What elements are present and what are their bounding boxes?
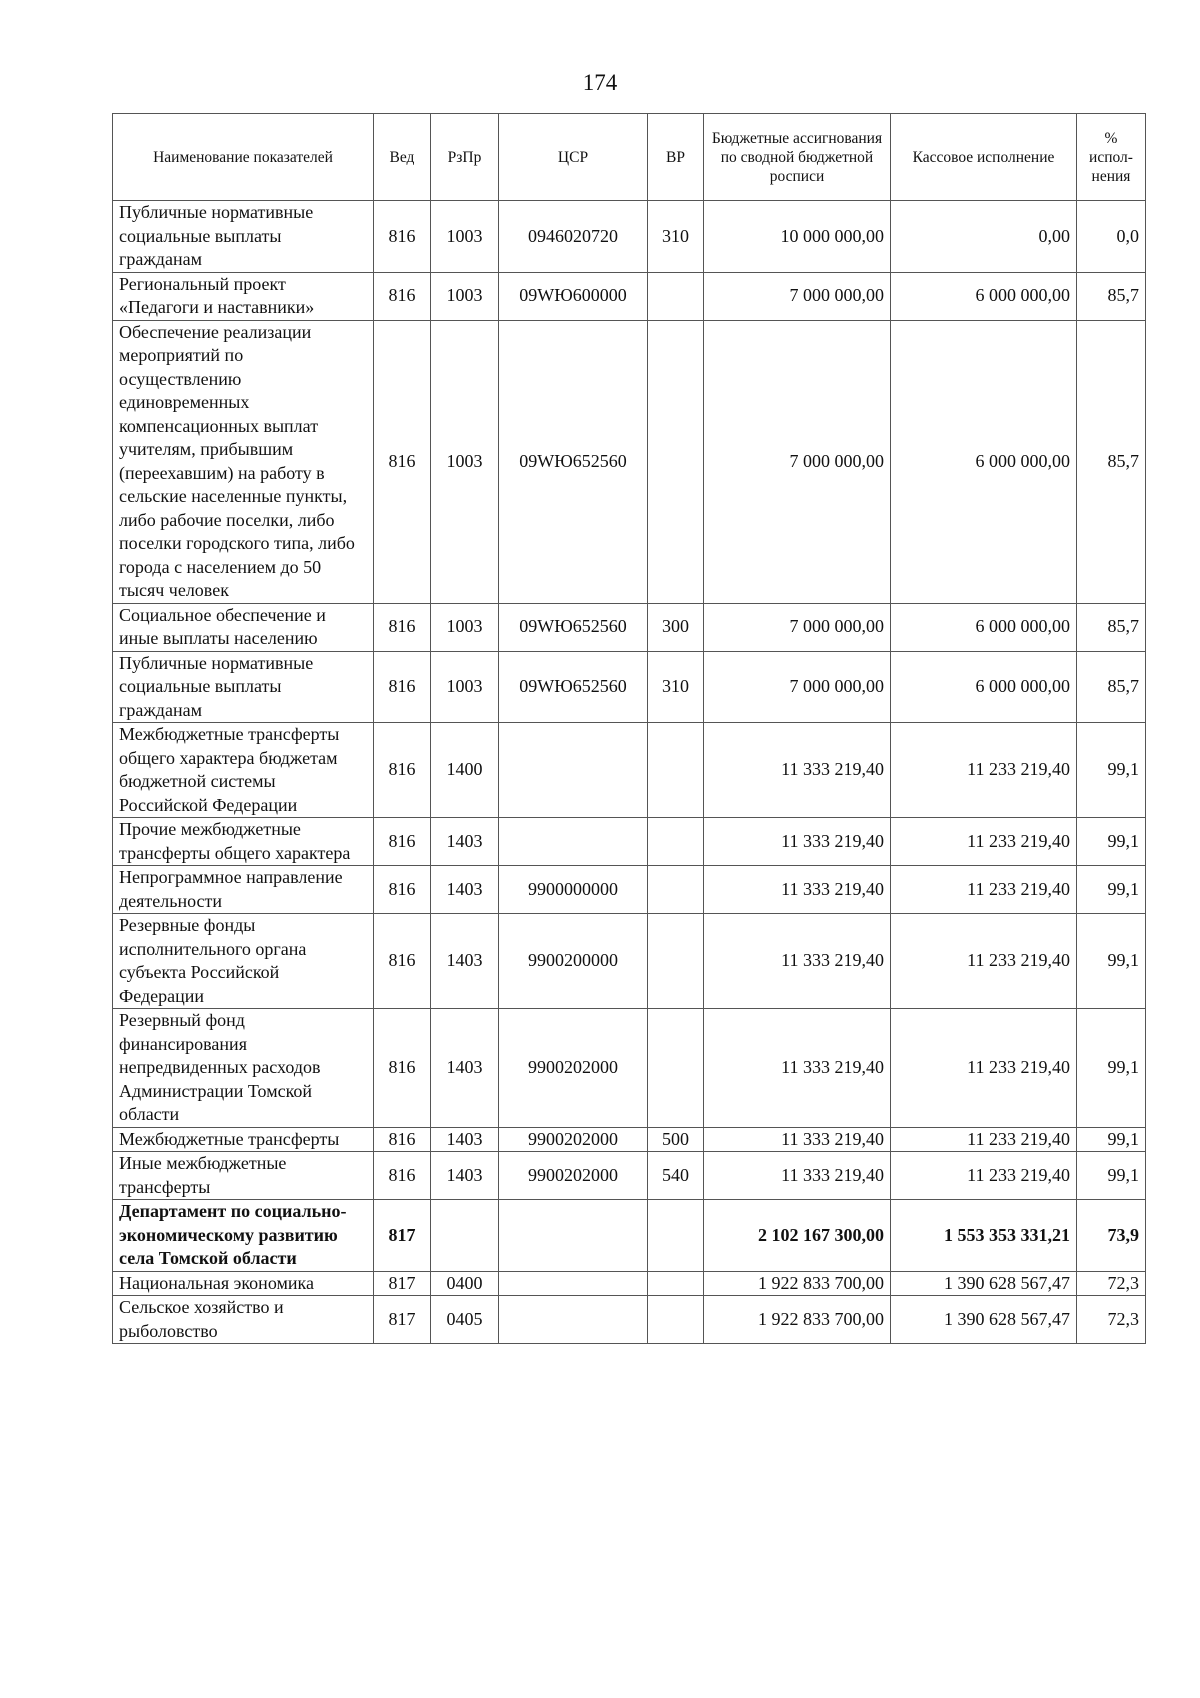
cell-ved: 816: [374, 866, 431, 914]
cell-ved: 817: [374, 1271, 431, 1296]
cell-vr: 310: [648, 651, 704, 723]
cell-ved: 817: [374, 1200, 431, 1272]
column-header-vr: ВР: [648, 114, 704, 201]
cell-budget: 7 000 000,00: [704, 603, 891, 651]
page-number: 174: [582, 70, 618, 95]
cell-name: Публичные нормативные социальные выплаты гражданам: [113, 201, 374, 273]
cell-budget: 2 102 167 300,00: [704, 1200, 891, 1272]
cell-budget: 7 000 000,00: [704, 651, 891, 723]
cell-vr: [648, 723, 704, 818]
cell-vr: 500: [648, 1127, 704, 1152]
cell-budget: 1 922 833 700,00: [704, 1296, 891, 1344]
cell-vr: [648, 320, 704, 603]
cell-csr: 9900202000: [499, 1009, 648, 1128]
cell-rzpr: 1403: [431, 866, 499, 914]
column-header-percent: % испол-нения: [1077, 114, 1146, 201]
cell-ved: 816: [374, 603, 431, 651]
cell-cash: 11 233 219,40: [891, 818, 1077, 866]
cell-vr: [648, 1271, 704, 1296]
cell-budget: 11 333 219,40: [704, 723, 891, 818]
cell-name: Резервные фонды исполнительного органа субъекта Российской Федерации: [113, 914, 374, 1009]
cell-budget: 11 333 219,40: [704, 1009, 891, 1128]
cell-percent: 99,1: [1077, 1009, 1146, 1128]
cell-ved: 816: [374, 914, 431, 1009]
table-row: [113, 651, 1146, 723]
cell-name: Межбюджетные трансферты: [113, 1127, 374, 1152]
cell-name: Прочие межбюджетные трансферты общего характера: [113, 818, 374, 866]
table-row: [113, 1009, 1146, 1128]
cell-ved: 816: [374, 201, 431, 273]
cell-vr: 310: [648, 201, 704, 273]
cell-percent: 0,0: [1077, 201, 1146, 273]
cell-percent: 73,9: [1077, 1200, 1146, 1272]
cell-rzpr: 1003: [431, 320, 499, 603]
cell-percent: 99,1: [1077, 914, 1146, 1009]
cell-cash: 6 000 000,00: [891, 603, 1077, 651]
table-row: [113, 1296, 1146, 1344]
cell-vr: [648, 818, 704, 866]
cell-csr: 9900202000: [499, 1127, 648, 1152]
cell-rzpr: 1003: [431, 272, 499, 320]
cell-rzpr: 1003: [431, 201, 499, 273]
cell-csr: [499, 1271, 648, 1296]
cell-csr: 9900200000: [499, 914, 648, 1009]
cell-vr: 540: [648, 1152, 704, 1200]
cell-name: Социальное обеспечение и иные выплаты населению: [113, 603, 374, 651]
cell-ved: 816: [374, 1127, 431, 1152]
cell-name: Иные межбюджетные трансферты: [113, 1152, 374, 1200]
cell-rzpr: 1403: [431, 914, 499, 1009]
cell-csr: 09WЮ652560: [499, 603, 648, 651]
cell-budget: 11 333 219,40: [704, 818, 891, 866]
table-body: [113, 201, 1146, 1344]
column-header-ved: Вед: [374, 114, 431, 201]
cell-cash: 6 000 000,00: [891, 320, 1077, 603]
cell-percent: 72,3: [1077, 1296, 1146, 1344]
cell-cash: 1 390 628 567,47: [891, 1296, 1077, 1344]
table-row: [113, 1152, 1146, 1200]
cell-rzpr: 0400: [431, 1271, 499, 1296]
cell-budget: 1 922 833 700,00: [704, 1271, 891, 1296]
cell-ved: 816: [374, 272, 431, 320]
cell-ved: 817: [374, 1296, 431, 1344]
cell-budget: 11 333 219,40: [704, 866, 891, 914]
cell-cash: 1 390 628 567,47: [891, 1271, 1077, 1296]
cell-ved: 816: [374, 818, 431, 866]
cell-budget: 11 333 219,40: [704, 914, 891, 1009]
cell-vr: [648, 1200, 704, 1272]
cell-percent: 85,7: [1077, 651, 1146, 723]
cell-name: Резервный фонд финансирования непредвиденных расходов Администрации Томской области: [113, 1009, 374, 1128]
column-header-name: Наименование показателей: [113, 114, 374, 201]
cell-rzpr: 1403: [431, 818, 499, 866]
table-row: [113, 1127, 1146, 1152]
cell-percent: 99,1: [1077, 723, 1146, 818]
column-header-cash: Кассовое исполнение: [891, 114, 1077, 201]
cell-rzpr: [431, 1200, 499, 1272]
cell-cash: 0,00: [891, 201, 1077, 273]
cell-budget: 10 000 000,00: [704, 201, 891, 273]
cell-cash: 11 233 219,40: [891, 1127, 1077, 1152]
cell-rzpr: 1403: [431, 1009, 499, 1128]
cell-csr: 0946020720: [499, 201, 648, 273]
cell-vr: [648, 866, 704, 914]
cell-ved: 816: [374, 1152, 431, 1200]
cell-percent: 99,1: [1077, 1127, 1146, 1152]
cell-rzpr: 1403: [431, 1127, 499, 1152]
cell-cash: 11 233 219,40: [891, 1009, 1077, 1128]
cell-rzpr: 1400: [431, 723, 499, 818]
cell-csr: 9900202000: [499, 1152, 648, 1200]
cell-cash: 1 553 353 331,21: [891, 1200, 1077, 1272]
cell-name: Обеспечение реализации мероприятий по осуществлению единовременных компенсационных выплат учителям, прибывшим (переехавшим) на работу в сельские населенные пункты, либо рабочие поселки, либо поселки городского типа, либо города с населением до 50 тысяч человек: [113, 320, 374, 603]
cell-vr: [648, 1296, 704, 1344]
cell-percent: 99,1: [1077, 866, 1146, 914]
cell-csr: [499, 1296, 648, 1344]
cell-rzpr: 1003: [431, 603, 499, 651]
table-row: [113, 272, 1146, 320]
cell-ved: 816: [374, 320, 431, 603]
table-row: [113, 818, 1146, 866]
cell-name: Сельское хозяйство и рыболовство: [113, 1296, 374, 1344]
cell-ved: 816: [374, 1009, 431, 1128]
cell-name: Публичные нормативные социальные выплаты гражданам: [113, 651, 374, 723]
cell-vr: [648, 1009, 704, 1128]
cell-cash: 11 233 219,40: [891, 914, 1077, 1009]
table-row: [113, 866, 1146, 914]
cell-budget: 11 333 219,40: [704, 1127, 891, 1152]
cell-csr: 9900000000: [499, 866, 648, 914]
cell-vr: [648, 914, 704, 1009]
cell-csr: 09WЮ652560: [499, 320, 648, 603]
cell-rzpr: 1003: [431, 651, 499, 723]
table-row: [113, 723, 1146, 818]
cell-percent: 85,7: [1077, 320, 1146, 603]
table-header-row: [113, 114, 1146, 201]
table-row: [113, 320, 1146, 603]
cell-name: Межбюджетные трансферты общего характера бюджетам бюджетной системы Российской Федерации: [113, 723, 374, 818]
cell-name: Национальная экономика: [113, 1271, 374, 1296]
cell-cash: 6 000 000,00: [891, 651, 1077, 723]
cell-name: Департамент по социально-экономическому развитию села Томской области: [113, 1200, 374, 1272]
cell-budget: 7 000 000,00: [704, 320, 891, 603]
table-row: [113, 1271, 1146, 1296]
cell-budget: 7 000 000,00: [704, 272, 891, 320]
column-header-csr: ЦСР: [499, 114, 648, 201]
table-row: [113, 603, 1146, 651]
table-row: [113, 1200, 1146, 1272]
cell-cash: 11 233 219,40: [891, 1152, 1077, 1200]
cell-percent: 99,1: [1077, 1152, 1146, 1200]
cell-ved: 816: [374, 651, 431, 723]
cell-budget: 11 333 219,40: [704, 1152, 891, 1200]
column-header-budget: Бюджетные ассигнования по сводной бюджетной росписи: [704, 114, 891, 201]
table-row: [113, 914, 1146, 1009]
cell-rzpr: 0405: [431, 1296, 499, 1344]
cell-percent: 85,7: [1077, 272, 1146, 320]
cell-csr: [499, 1200, 648, 1272]
cell-vr: [648, 272, 704, 320]
cell-name: Региональный проект «Педагоги и наставники»: [113, 272, 374, 320]
budget-execution-table: [112, 113, 1146, 1344]
cell-percent: 99,1: [1077, 818, 1146, 866]
cell-csr: 09WЮ600000: [499, 272, 648, 320]
cell-name: Непрограммное направление деятельности: [113, 866, 374, 914]
cell-vr: 300: [648, 603, 704, 651]
cell-csr: [499, 723, 648, 818]
cell-ved: 816: [374, 723, 431, 818]
cell-cash: 11 233 219,40: [891, 723, 1077, 818]
cell-csr: [499, 818, 648, 866]
cell-percent: 72,3: [1077, 1271, 1146, 1296]
column-header-rzpr: РзПр: [431, 114, 499, 201]
table-row: [113, 201, 1146, 273]
cell-csr: 09WЮ652560: [499, 651, 648, 723]
cell-cash: 6 000 000,00: [891, 272, 1077, 320]
cell-cash: 11 233 219,40: [891, 866, 1077, 914]
cell-rzpr: 1403: [431, 1152, 499, 1200]
cell-percent: 85,7: [1077, 603, 1146, 651]
